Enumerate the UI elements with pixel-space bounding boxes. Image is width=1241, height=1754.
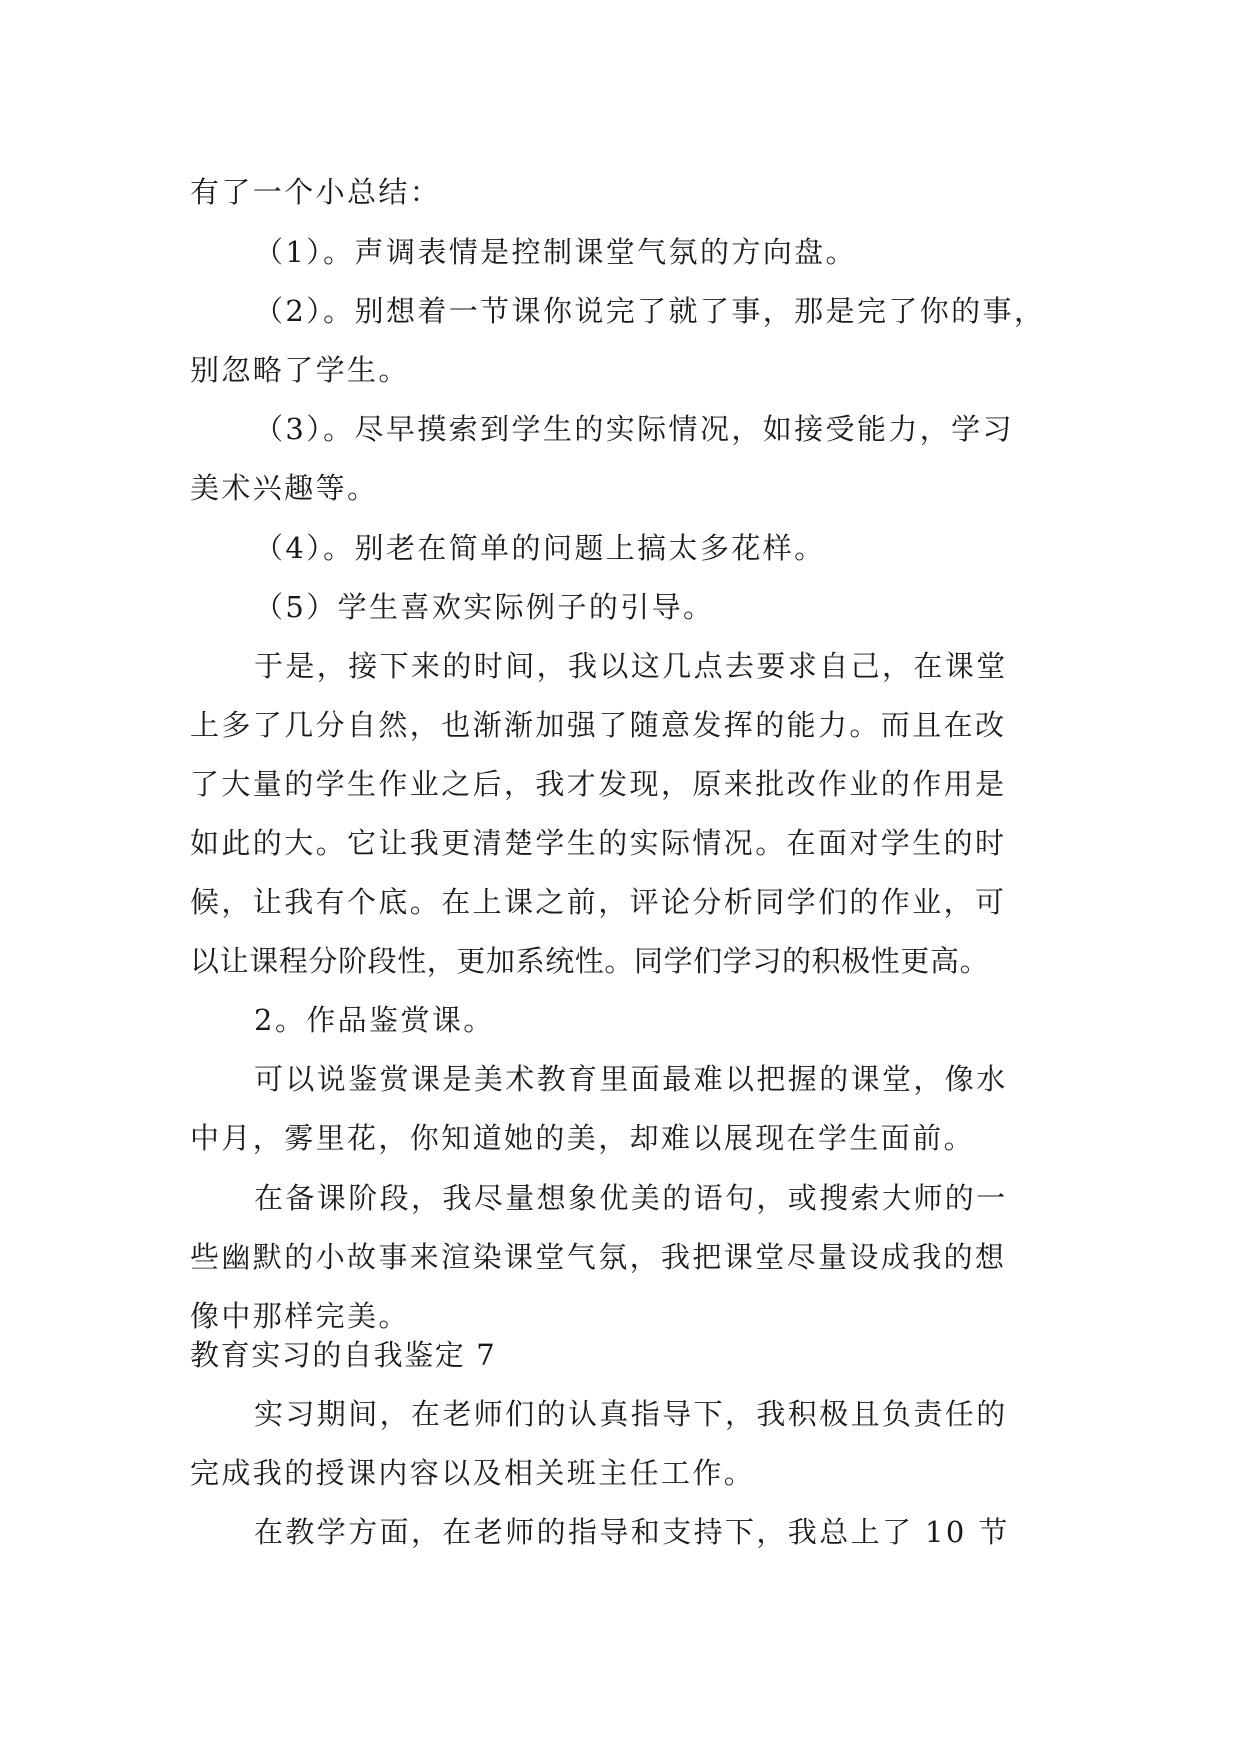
list-item: （1）。声调表情是控制课堂气氛的方向盘。 [254, 235, 857, 269]
section-heading: 2。作品鉴赏课。 [254, 1003, 495, 1037]
paragraph-line: 在教学方面，在老师的指导和支持下，我总上了 10 节 [254, 1515, 1010, 1549]
paragraph-line: 完成我的授课内容以及相关班主任工作。 [190, 1456, 756, 1490]
paragraph-line: 以让课程分阶段性，更加系统性。同学们学习的积极性更高。 [190, 944, 990, 978]
paragraph-line: 实习期间，在老师们的认真指导下，我积极且负责任的 [254, 1397, 1008, 1431]
paragraph-line: 中月，雾里花，你知道她的美，却难以展现在学生面前。 [190, 1121, 976, 1155]
list-item: （5）学生喜欢实际例子的引导。 [254, 590, 715, 624]
paragraph-line: 了大量的学生作业之后，我才发现，原来批改作业的作用是 [190, 767, 1007, 801]
text-line: 美术兴趣等。 [190, 471, 379, 505]
paragraph-line: 于是，接下来的时间，我以这几点去要求自己，在课堂 [254, 649, 1008, 683]
paragraph-line: 像中那样完美。 [190, 1299, 410, 1333]
paragraph-line: 候，让我有个底。在上课之前，评论分析同学们的作业，可 [190, 885, 1007, 919]
paragraph-line: 如此的大。它让我更清楚学生的实际情况。在面对学生的时 [190, 826, 1007, 860]
document-title: 教育实习的自我鉴定 7 [190, 1338, 497, 1372]
paragraph-line: 些幽默的小故事来渲染课堂气氛，我把课堂尽量设成我的想 [190, 1240, 1007, 1274]
paragraph-line: 在备课阶段，我尽量想象优美的语句，或搜索大师的一 [254, 1181, 1008, 1215]
paragraph-line: 上多了几分自然，也渐渐加强了随意发挥的能力。而且在改 [190, 708, 1007, 742]
list-item: （2）。别想着一节课你说完了就了事，那是完了你的事， [254, 294, 1046, 328]
list-item: （4）。别老在简单的问题上搞太多花样。 [254, 531, 826, 565]
text-line: 有了一个小总结： [190, 175, 442, 209]
text-line: 别忽略了学生。 [190, 353, 410, 387]
list-item: （3）。尽早摸索到学生的实际情况，如接受能力，学习 [254, 412, 1014, 446]
paragraph-line: 可以说鉴赏课是美术教育里面最难以把握的课堂，像水 [254, 1062, 1008, 1096]
